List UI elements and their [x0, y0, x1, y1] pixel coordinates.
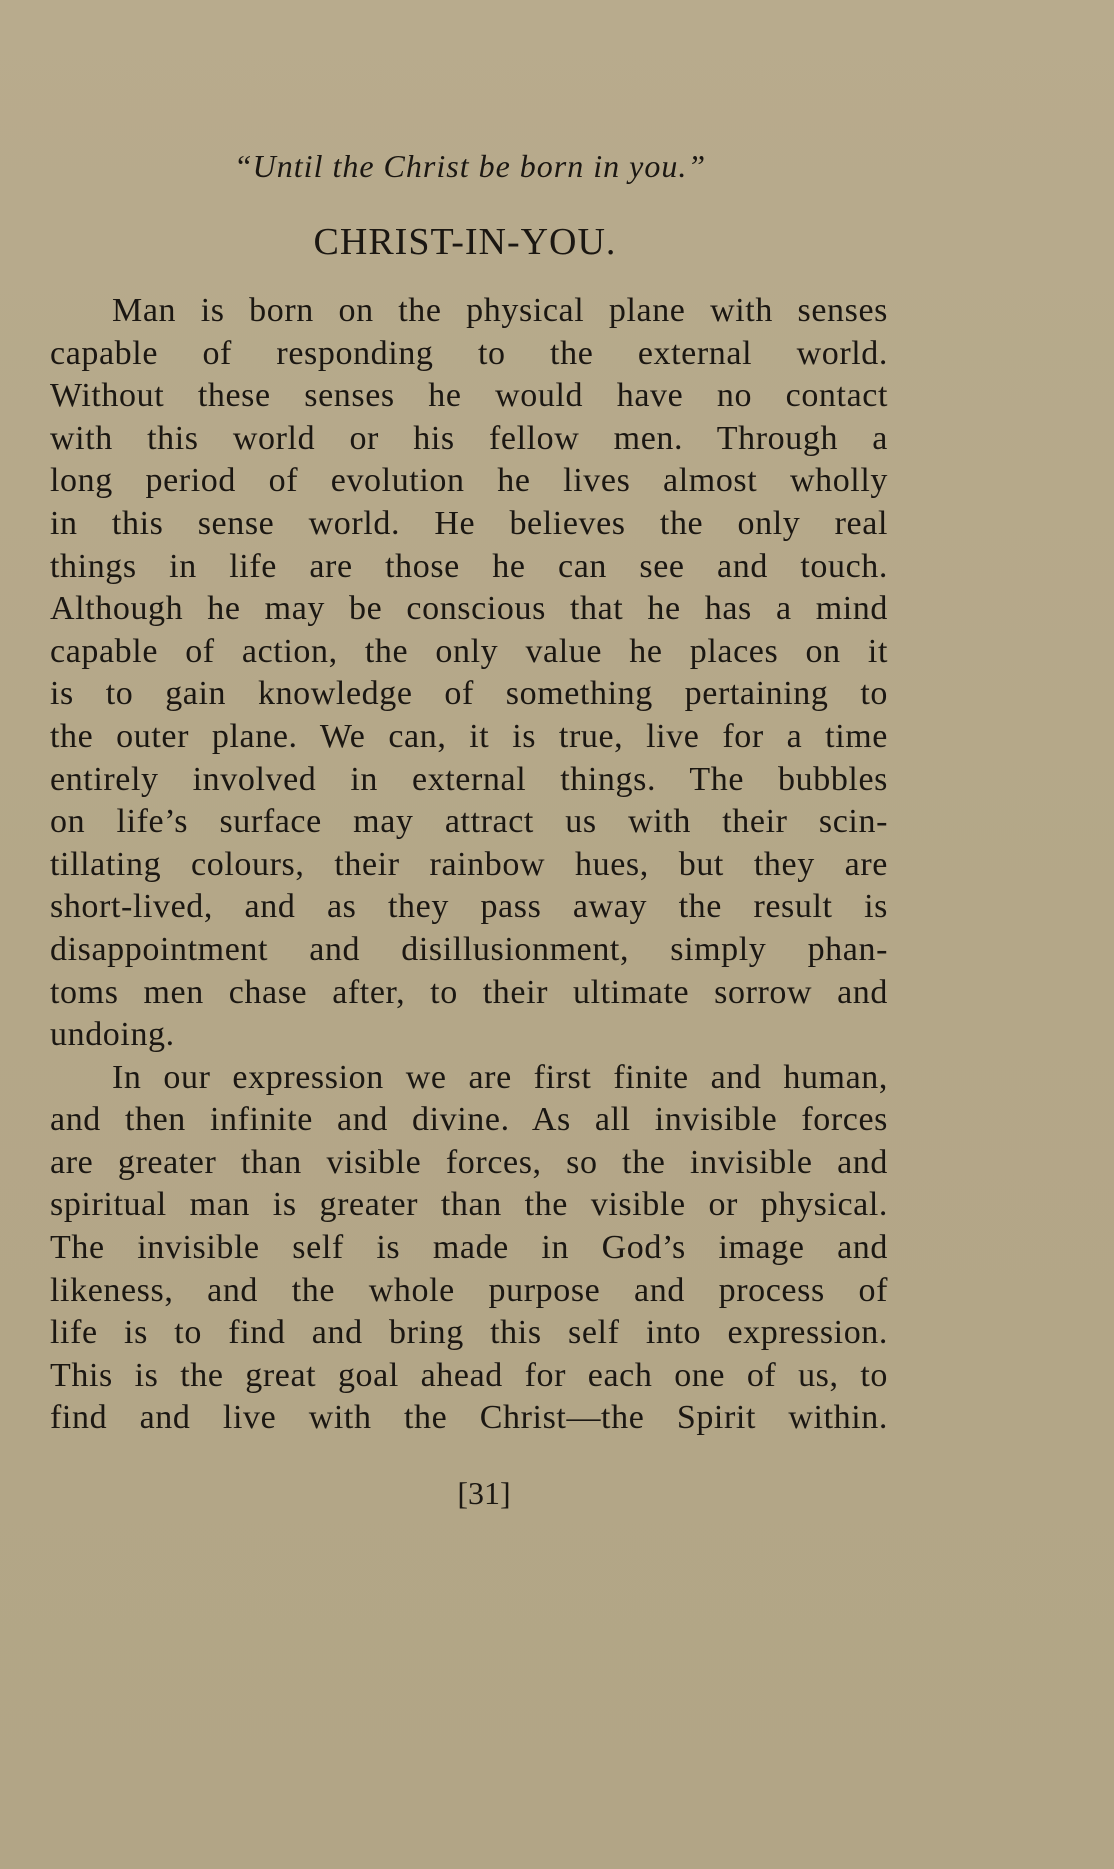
text-line: tillating colours, their rainbow hues, but they are	[50, 845, 888, 883]
text-line: undoing.	[50, 1016, 175, 1054]
text-line: with this world or his fellow men. Through a	[50, 419, 888, 457]
epigraph: “Until the Christ be born in you.”	[233, 148, 707, 184]
text-line: are greater than visible forces, so the invisible and	[50, 1143, 888, 1181]
text-line: capable of responding to the external world.	[50, 334, 888, 372]
body-text	[50, 290, 888, 1440]
text-line: in this sense world. He believes the only real	[50, 504, 888, 542]
text-line: long period of evolution he lives almost wholly	[50, 462, 888, 500]
text-line: on life’s surface may attract us with their scin-	[50, 803, 888, 841]
text-line: This is the great goal ahead for each one of us, to	[50, 1356, 888, 1394]
text-line: Without these senses he would have no contact	[50, 377, 888, 415]
text-line: short-lived, and as they pass away the result is	[50, 888, 888, 926]
text-line: the outer plane. We can, it is true, live for a time	[50, 717, 888, 755]
chapter-title: CHRIST-IN-YOU.	[313, 221, 617, 263]
text-line: toms men chase after, to their ultimate sorrow and	[50, 973, 888, 1011]
text-line: find and live with the Christ—the Spirit within.	[50, 1399, 888, 1437]
text-line: things in life are those he can see and touch.	[50, 547, 888, 585]
text-line: capable of action, the only value he places on it	[50, 632, 888, 670]
text-line: spiritual man is greater than the visible or physical.	[50, 1186, 888, 1224]
page-number: [31]	[457, 1475, 511, 1511]
text-line: The invisible self is made in God’s image and	[50, 1229, 888, 1267]
text-line: and then infinite and divine. As all invisible forces	[50, 1101, 888, 1139]
text-line: is to gain knowledge of something pertaining to	[50, 675, 888, 713]
text-line: likeness, and the whole purpose and process of	[50, 1271, 888, 1309]
text-line: entirely involved in external things. The bubbles	[50, 760, 888, 798]
text-line: Although he may be conscious that he has a mind	[50, 590, 888, 628]
text-line: Man is born on the physical plane with senses	[112, 292, 888, 329]
text-line: life is to find and bring this self into expression.	[50, 1314, 888, 1352]
text-line: In our expression we are first finite and human,	[112, 1058, 888, 1096]
text-line: disappointment and disillusionment, simply phan-	[50, 930, 888, 968]
